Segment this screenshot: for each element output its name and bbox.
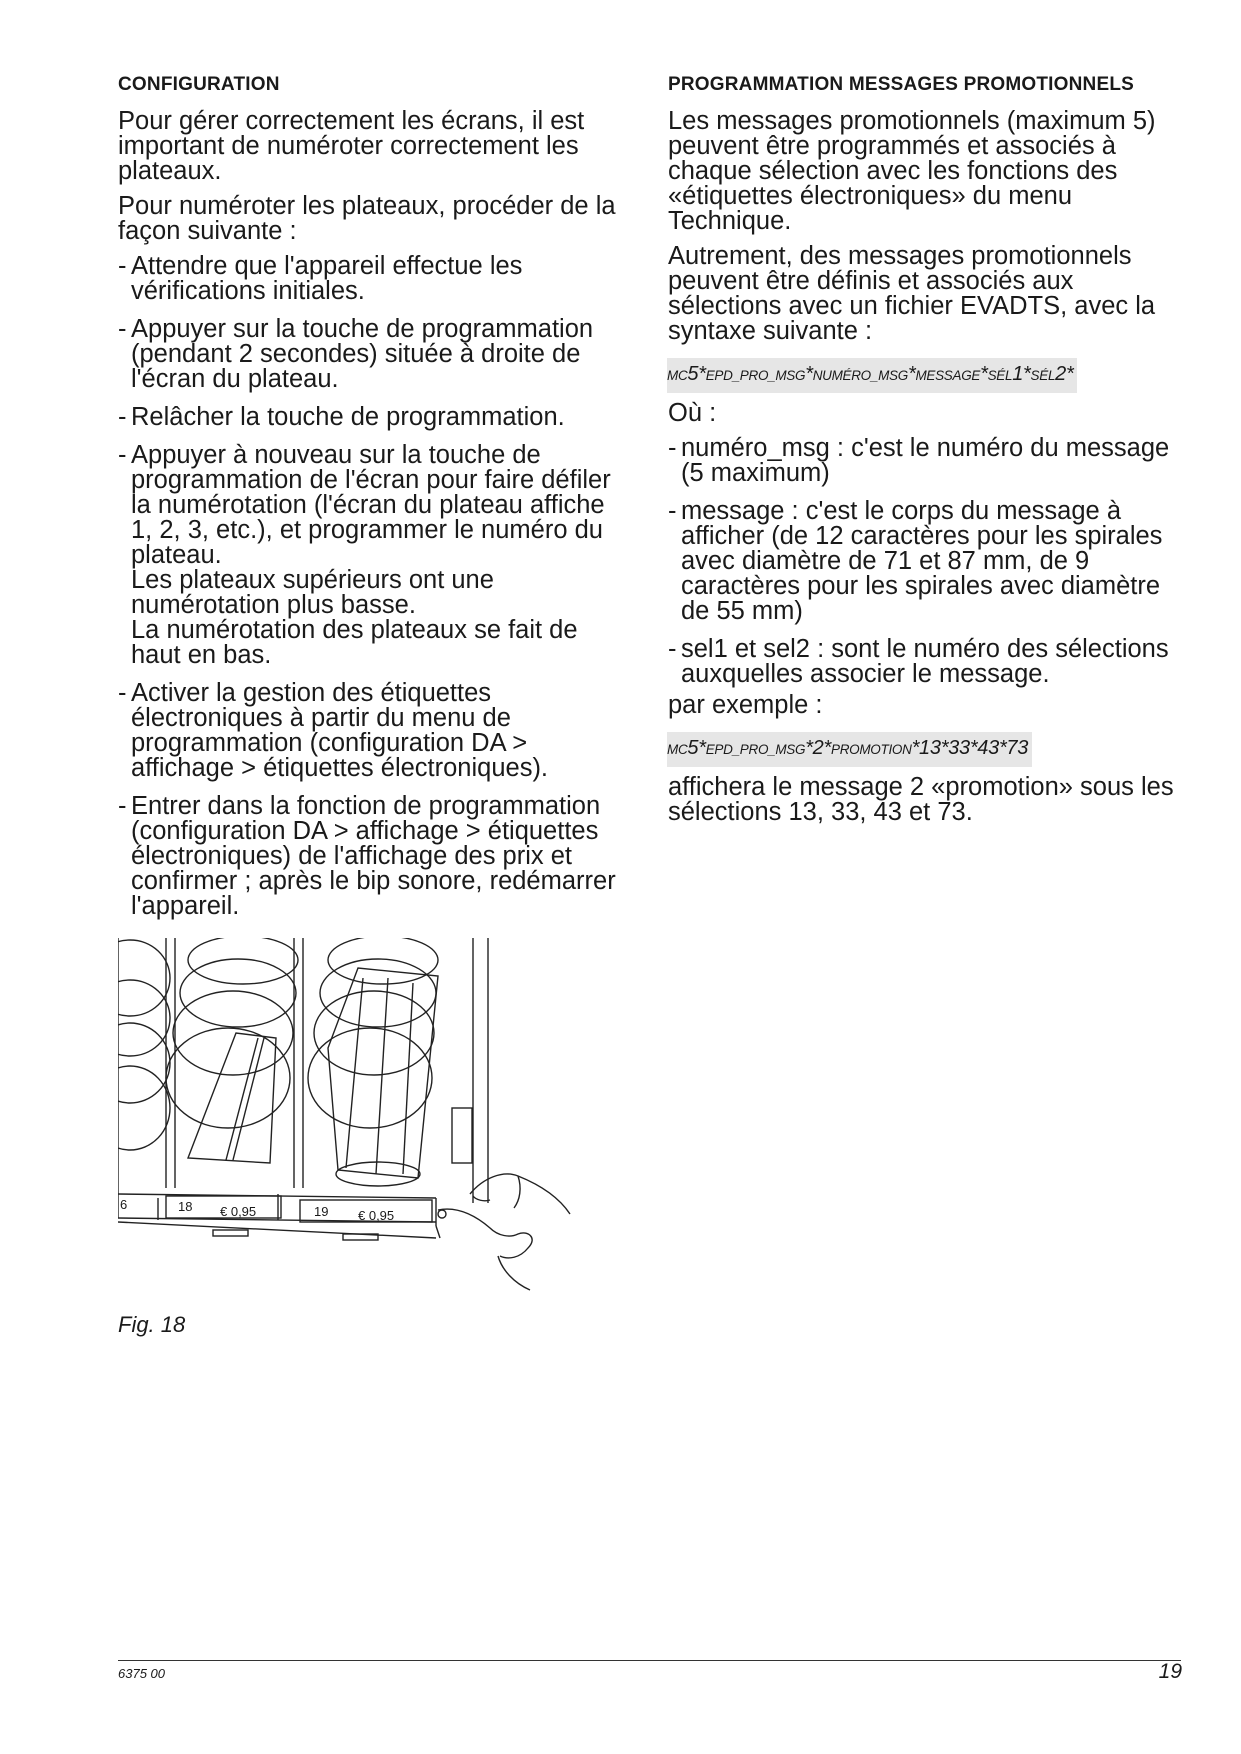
figure-vending-trays — [118, 938, 584, 1308]
section-heading-promotional-messages: PROGRAMMATION MESSAGES PROMOTIONNELS — [668, 74, 1135, 95]
tray-label-number: 19 — [314, 1204, 329, 1219]
paragraph: Les messages promotionnels (maximum 5) peuvent être programmés et associés à chaque sélection avec les fonctions des «étiquettes électroniques» du menu Technique. — [668, 107, 1156, 235]
right-column — [668, 70, 1188, 835]
list-item: - sel1 et sel2 : sont le numéro des sélections auxquelles associer le message. — [668, 635, 1169, 688]
tray-label-number: 18 — [178, 1199, 193, 1214]
list-item: - Appuyer sur la touche de programmation (pendant 2 secondes) située à droite de l'écran du plateau. — [118, 315, 594, 393]
tray-label-price: € 0,95 — [358, 1208, 395, 1223]
list-item: - Entrer dans la fonction de programmation (configuration DA > affichage > étiquettes électroniques) de l'affichage des prix et confirmer ; après le bip sonore, redémarrer l'appareil. — [118, 792, 616, 920]
figure-caption: Fig. 18 — [118, 1312, 186, 1337]
paragraph: Pour numéroter les plateaux, procéder de la façon suivante : — [118, 192, 616, 245]
tray-label-price: € 0,95 — [220, 1204, 257, 1219]
tray-spiral-illustration — [118, 938, 584, 1308]
list-item: - Activer la gestion des étiquettes électroniques à partir du menu de programmation (configuration DA > affichage > étiquettes électroniques). — [118, 679, 549, 782]
footer-divider — [118, 1660, 1181, 1661]
where-label: Où : — [668, 399, 717, 427]
list-item: - Attendre que l'appareil effectue les vérifications initiales. — [118, 252, 523, 305]
example-result: affichera le message 2 «promotion» sous les sélections 13, 33, 43 et 73. — [668, 773, 1174, 826]
syntax-code-line: MC5*EPD_PRO_MSG*NUMÉRO_MSG*MESSAGE*SÉL1*SÉL2* — [667, 358, 1077, 393]
section-heading-configuration: CONFIGURATION — [118, 74, 280, 95]
example-code-line: MC5*EPD_PRO_MSG*2*PROMOTION*13*33*43*73 — [667, 732, 1032, 767]
list-item: - numéro_msg : c'est le numéro du message (5 maximum) — [668, 434, 1170, 487]
list-item: - Appuyer à nouveau sur la touche de programmation de l'écran pour faire défiler la numérotation (l'écran du plateau affiche 1, 2, 3, etc.), et programmer le numéro du plateau. Les plateaux supérieurs ont une numérotation plus basse. La numérotation des plateaux se fait de haut en bas. — [118, 441, 611, 669]
paragraph: Autrement, des messages promotionnels peuvent être définis et associés aux sélections avec un fichier EVADTS, avec la syntaxe suivante : — [668, 242, 1156, 345]
list-item: - Relâcher la touche de programmation. — [118, 403, 565, 431]
example-label: par exemple : — [668, 691, 823, 719]
document-code: 6375 00 — [118, 1666, 165, 1681]
paragraph: Pour gérer correctement les écrans, il est important de numéroter correctement les plateaux. — [118, 107, 585, 185]
page-number: 19 — [1158, 1660, 1182, 1683]
left-column — [118, 70, 630, 932]
tray-label-partial: 6 — [120, 1197, 128, 1212]
definitions-list — [668, 436, 1188, 687]
steps-list — [118, 254, 630, 919]
list-item: - message : c'est le corps du message à afficher (de 12 caractères pour les spirales avec diamètre de 71 et 87 mm, de 9 caractères pour les spirales avec diamètre de 55 mm) — [668, 497, 1163, 625]
